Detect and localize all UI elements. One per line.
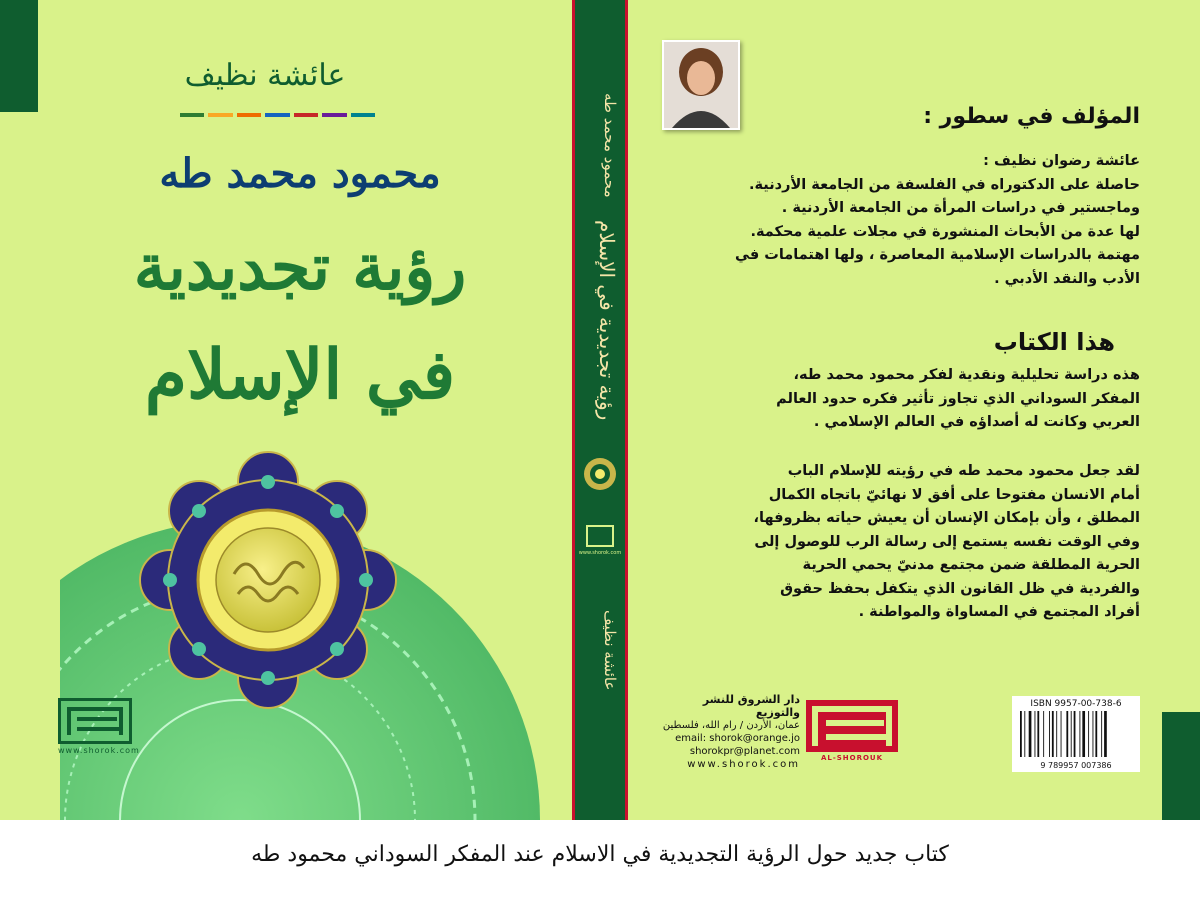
book_para2-line: المطلق ، وأن بإمكان الإنسان أن يعيش حياته بظروفها،: [753, 510, 1140, 526]
front-author-name: عائشة نظيف: [184, 58, 346, 93]
barcode-bar: [1082, 711, 1085, 757]
barcode-bar: [1020, 711, 1022, 757]
book_para1-line: هذه دراسة تحليلية ونقدية لفكر محمود محمد طه،: [793, 367, 1140, 383]
barcode-bar: [1066, 711, 1068, 757]
isbn-barcode: [1012, 696, 1140, 772]
barcode-bar: [1043, 711, 1044, 757]
barcode-bar: [1052, 711, 1054, 757]
author_bio-line: وماجستير في دراسات المرأة من الجامعة الأردنية .: [781, 200, 1140, 216]
publisher-address: عمان، الأردن / رام الله، فلسطين: [662, 720, 800, 731]
spine-logo-icon: [586, 525, 614, 547]
barcode-bar: [1061, 711, 1062, 757]
back-corner-block: [1162, 712, 1200, 820]
author-heading: المؤلف في سطور :: [923, 104, 1140, 129]
color-strip-segment: [208, 113, 232, 117]
book_para2-line: أفراد المجتمع في المساواة والمواطنة .: [858, 604, 1140, 620]
barcode-bar: [1093, 711, 1094, 757]
book_para2-line: وفي الوقت نفسه يستمع إلى رسالة الرب للوصول إلى: [754, 533, 1140, 550]
publisher-logo-front: [58, 698, 138, 755]
color-strip-segment: [351, 113, 375, 117]
book_para2-line: لقد جعل محمود محمد طه في رؤيته للإسلام الباب: [787, 463, 1140, 479]
barcode-bar: [1029, 711, 1032, 757]
image-caption: كتاب جديد حول الرؤية التجديدية في الاسلام عند المفكر السوداني محمود طه: [251, 842, 949, 867]
publisher-name: دار الشروق للنشر والتوزيع: [702, 693, 800, 719]
barcode-bar: [1079, 711, 1080, 757]
book_para2-line: أمام الانسان مفتوحا على أفق لا نهائيّ باتجاه الكمال: [768, 486, 1140, 503]
spine-emblem-icon: [581, 455, 619, 493]
author_bio-line: حاصلة على الدكتوراه في الفلسفة من الجامعة الأردنية.: [749, 176, 1140, 193]
color-strip-segment: [265, 113, 289, 117]
book-description-1: [690, 364, 1140, 435]
book_para2-line: والفردية في ظل القانون الذي يتكفل بحفظ حقوق: [780, 580, 1140, 597]
author-bio: [690, 150, 1140, 291]
front-title-line1: رؤية تجديدية: [133, 230, 467, 305]
barcode-bar: [1071, 711, 1072, 757]
barcode-bar: [1095, 711, 1097, 757]
barcode-bar: [1035, 711, 1036, 757]
barcode-bar: [1104, 711, 1107, 757]
barcode-bar: [1101, 711, 1102, 757]
barcode-bar: [1024, 711, 1025, 757]
color-strip: [180, 113, 375, 117]
front-corner-block: [0, 0, 38, 112]
author_bio-line: لها عدة من الأبحاث المنشورة في مجلات علمية محكمة.: [750, 223, 1140, 240]
book-description-2: [690, 460, 1140, 625]
barcode-bar: [1074, 711, 1076, 757]
color-strip-segment: [294, 113, 318, 117]
barcode-bar: [1049, 711, 1050, 757]
author_bio-line: مهتمة بالدراسات الإسلامية المعاصرة ، ولها اهتمامات في: [735, 247, 1140, 263]
color-strip-segment: [322, 113, 346, 117]
publisher-logo-english: AL-SHOROUK: [820, 754, 884, 762]
spine-author: عائشة نظيف: [601, 609, 619, 691]
publisher-website: www.shorok.com: [687, 759, 800, 770]
book_para1-line: المفكر السوداني الذي تجاوز تأثير فكره حدود العالم: [776, 390, 1140, 407]
front-title-line2: في الإسلام: [144, 335, 456, 415]
barcode-bars: [1020, 711, 1132, 757]
barcode-bar: [1037, 711, 1039, 757]
publisher-info: [660, 693, 800, 771]
spine-subject: محمود محمد طه: [601, 92, 619, 198]
publisher-logo-back: [806, 700, 898, 752]
book_para2-line: الحرية المطلقة ضمن مجتمع مدنيّ يحمي الحرية: [802, 557, 1140, 573]
publisher-email-1: email: shorok@orange.jo: [675, 733, 800, 744]
author-photo: [662, 40, 740, 130]
book-heading: هذا الكتاب: [993, 328, 1115, 356]
spine-title: رؤية تجديدية في الإسلام: [595, 219, 619, 421]
front-subject-name: محمود محمد طه: [159, 150, 441, 197]
publisher-email-2: shorokpr@planet.com: [689, 746, 800, 757]
color-strip-segment: [237, 113, 261, 117]
spine-logo-url: www.shorok.com: [578, 550, 622, 556]
arabesque-medallion: [60, 450, 580, 820]
shorouk-logo-icon: [58, 698, 132, 744]
color-strip-segment: [180, 113, 204, 117]
book_para1-line: العربي وكانت له أصداؤه في العالم الإسلامي .: [813, 414, 1140, 430]
spine: [572, 0, 628, 820]
barcode-bar: [1088, 711, 1089, 757]
front-cover: [0, 0, 572, 820]
isbn-label: ISBN 9957-00-738-6: [1030, 699, 1122, 709]
author_bio-line: عائشة رضوان نظيف :: [983, 153, 1140, 169]
author_bio-line: الأدب والنقد الأدبي .: [994, 270, 1140, 287]
shorouk-red-logo-icon: [806, 700, 898, 752]
barcode-bar: [1056, 711, 1057, 757]
barcode-number: 9 789957 007386: [1040, 761, 1112, 770]
front-logo-url: www.shorok.com: [58, 746, 140, 755]
